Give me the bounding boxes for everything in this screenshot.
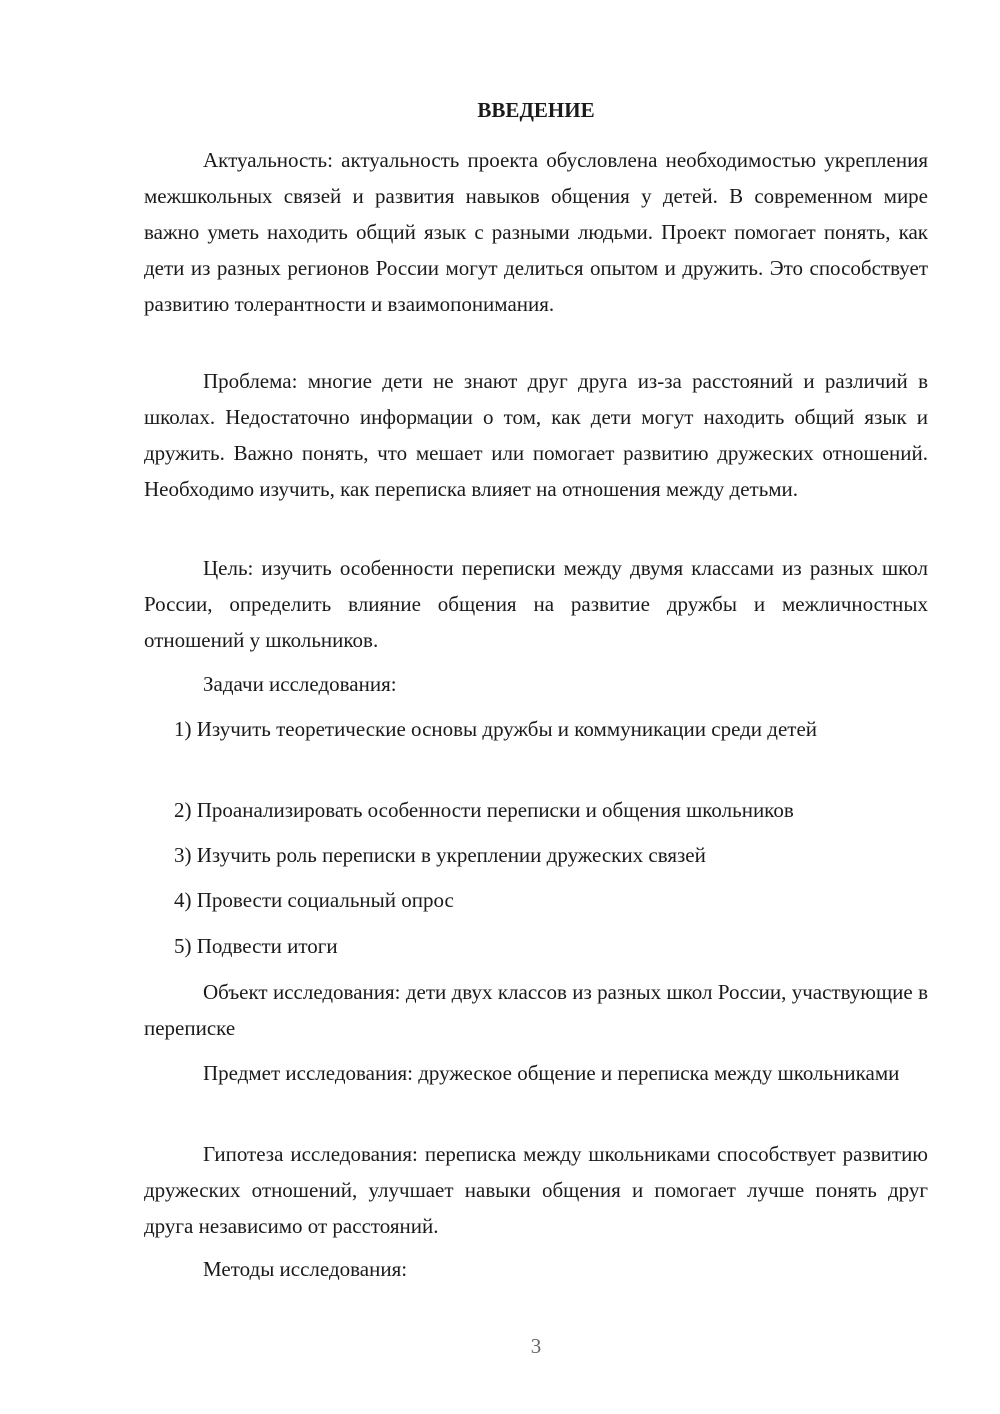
page-title: ВВЕДЕНИЕ [477,98,595,122]
task-item-2: 2) Проанализировать особенности переписки и общения школьников [174,798,794,822]
methods-heading: Методы исследования: [203,1257,408,1281]
paragraph-relevance: Актуальность: актуальность проекта обусловлена необходимостью укрепления межшкольных связей и развития навыков общения у детей. В современном мире важно уметь находить общий язык с разными людьми. Проект помогает понять, как дети из разных регионов России могут делиться опытом и дружить. Это способствует развитию толерантности и взаимопонимания. [144,148,928,316]
task-item-4: 4) Провести социальный опрос [174,888,454,912]
paragraph-object: Объект исследования: дети двух классов из разных школ России, участвующие в переписке [144,980,928,1040]
paragraph-goal: Цель: изучить особенности переписки между двумя классами из разных школ России, определить влияние общения на развитие дружбы и межличностных отношений у школьников. [144,556,928,652]
paragraph-subject: Предмет исследования: дружеское общение и переписка между школьниками [203,1061,900,1085]
page-number: 3 [530,1334,542,1358]
task-item-5: 5) Подвести итоги [174,934,338,958]
tasks-heading: Задачи исследования: [203,672,397,696]
paragraph-hypothesis: Гипотеза исследования: переписка между школьниками способствует развитию дружеских отношений, улучшает навыки общения и помогает лучше понять друг друга независимо от расстояний. [144,1142,928,1238]
task-item-1: 1) Изучить теоретические основы дружбы и коммуникации среди детей [174,717,818,741]
task-item-3: 3) Изучить роль переписки в укреплении дружеских связей [174,843,706,867]
paragraph-problem: Проблема: многие дети не знают друг друга из-за расстояний и различий в школах. Недостаточно информации о том, как дети могут находить общий язык и дружить. Важно понять, что мешает или помогает развитию дружеских отношений. Необходимо изучить, как переписка влияет на отношения между детьми. [144,369,928,501]
